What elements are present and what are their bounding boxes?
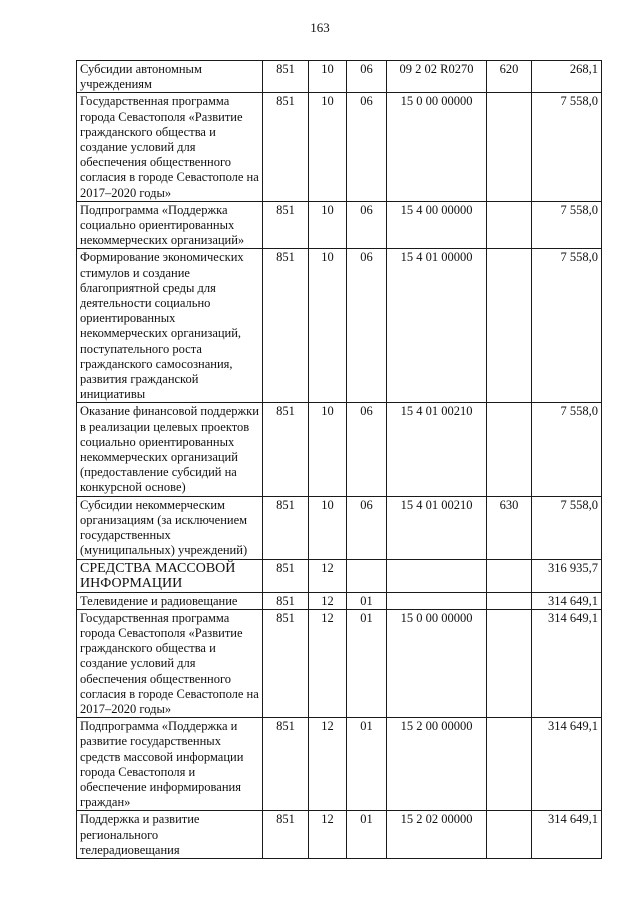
row-ved: 851 — [263, 609, 309, 717]
row-section: 10 — [309, 249, 347, 403]
row-name: Телевидение и радиовещание — [77, 592, 263, 609]
row-target-code: 15 2 00 00000 — [387, 718, 487, 811]
row-subsection: 06 — [347, 496, 387, 559]
row-ved: 851 — [263, 592, 309, 609]
row-expense-type — [487, 403, 532, 496]
row-amount: 314 649,1 — [532, 609, 602, 717]
row-expense-type — [487, 249, 532, 403]
row-subsection — [347, 559, 387, 592]
row-target-code: 15 4 00 00000 — [387, 201, 487, 249]
row-name: Субсидии автономным учреждениям — [77, 61, 263, 93]
row-subsection: 01 — [347, 592, 387, 609]
row-target-code: 15 0 00 00000 — [387, 609, 487, 717]
row-section: 10 — [309, 201, 347, 249]
row-ved: 851 — [263, 496, 309, 559]
row-section: 12 — [309, 609, 347, 717]
row-amount: 314 649,1 — [532, 718, 602, 811]
row-amount: 316 935,7 — [532, 559, 602, 592]
row-ved: 851 — [263, 718, 309, 811]
row-subsection: 01 — [347, 609, 387, 717]
table-row — [77, 61, 602, 93]
table-row — [77, 496, 602, 559]
row-ved: 851 — [263, 93, 309, 201]
row-subsection: 06 — [347, 61, 387, 93]
row-expense-type — [487, 592, 532, 609]
row-expense-type: 630 — [487, 496, 532, 559]
row-expense-type — [487, 93, 532, 201]
row-expense-type — [487, 559, 532, 592]
row-name: Субсидии некоммерческим организациям (за исключением государственных (муниципальных) учреждений) — [77, 496, 263, 559]
table-row — [77, 403, 602, 496]
row-amount: 268,1 — [532, 61, 602, 93]
row-amount: 314 649,1 — [532, 592, 602, 609]
table-row — [77, 609, 602, 717]
row-subsection: 06 — [347, 403, 387, 496]
row-section: 12 — [309, 559, 347, 592]
row-section: 10 — [309, 61, 347, 93]
row-ved: 851 — [263, 61, 309, 93]
row-name: СРЕДСТВА МАССОВОЙ ИНФОРМАЦИИ — [77, 559, 263, 592]
row-target-code — [387, 592, 487, 609]
table-row — [77, 249, 602, 403]
page-number: 163 — [310, 20, 330, 35]
table-row — [77, 718, 602, 811]
row-name: Формирование экономических стимулов и создание благоприятной среды для деятельности социально ориентированных некоммерческих организаций, поступательного роста гражданского самосознания, развития гражданской инициативы — [77, 249, 263, 403]
row-target-code: 09 2 02 R0270 — [387, 61, 487, 93]
table-row — [77, 201, 602, 249]
row-amount: 7 558,0 — [532, 201, 602, 249]
row-ved: 851 — [263, 403, 309, 496]
row-name: Подпрограмма «Поддержка и развитие государственных средств массовой информации города Севастополя и обеспечение информирования граждан» — [77, 718, 263, 811]
row-name: Государственная программа города Севастополя «Развитие гражданского общества и создание условий для обеспечения общественного согласия в городе Севастополе на 2017–2020 годы» — [77, 93, 263, 201]
row-amount: 7 558,0 — [532, 249, 602, 403]
row-target-code — [387, 559, 487, 592]
row-subsection: 06 — [347, 93, 387, 201]
row-name: Оказание финансовой поддержки в реализации целевых проектов социально ориентированных некоммерческих организаций (предоставление субсидий на конкурсной основе) — [77, 403, 263, 496]
row-target-code: 15 2 02 00000 — [387, 811, 487, 859]
row-amount: 314 649,1 — [532, 811, 602, 859]
budget-table — [76, 60, 602, 859]
row-ved: 851 — [263, 249, 309, 403]
table-row — [77, 559, 602, 592]
row-amount: 7 558,0 — [532, 93, 602, 201]
row-ved: 851 — [263, 811, 309, 859]
row-section: 10 — [309, 403, 347, 496]
row-expense-type — [487, 201, 532, 249]
row-target-code: 15 4 01 00210 — [387, 496, 487, 559]
row-expense-type — [487, 718, 532, 811]
row-target-code: 15 0 00 00000 — [387, 93, 487, 201]
row-subsection: 01 — [347, 811, 387, 859]
row-target-code: 15 4 01 00000 — [387, 249, 487, 403]
row-ved: 851 — [263, 201, 309, 249]
row-name: Подпрограмма «Поддержка социально ориентированных некоммерческих организаций» — [77, 201, 263, 249]
row-amount: 7 558,0 — [532, 403, 602, 496]
row-subsection: 06 — [347, 249, 387, 403]
table-row — [77, 93, 602, 201]
row-section: 12 — [309, 718, 347, 811]
row-name: Поддержка и развитие регионального телерадиовещания — [77, 811, 263, 859]
table-row — [77, 592, 602, 609]
row-amount: 7 558,0 — [532, 496, 602, 559]
row-name: Государственная программа города Севастополя «Развитие гражданского общества и создание условий для обеспечения общественного согласия в городе Севастополе на 2017–2020 годы» — [77, 609, 263, 717]
row-section: 12 — [309, 592, 347, 609]
row-subsection: 01 — [347, 718, 387, 811]
row-expense-type: 620 — [487, 61, 532, 93]
row-expense-type — [487, 609, 532, 717]
row-ved: 851 — [263, 559, 309, 592]
row-section: 12 — [309, 811, 347, 859]
table-row — [77, 811, 602, 859]
row-section: 10 — [309, 93, 347, 201]
row-section: 10 — [309, 496, 347, 559]
row-target-code: 15 4 01 00210 — [387, 403, 487, 496]
row-expense-type — [487, 811, 532, 859]
row-subsection: 06 — [347, 201, 387, 249]
